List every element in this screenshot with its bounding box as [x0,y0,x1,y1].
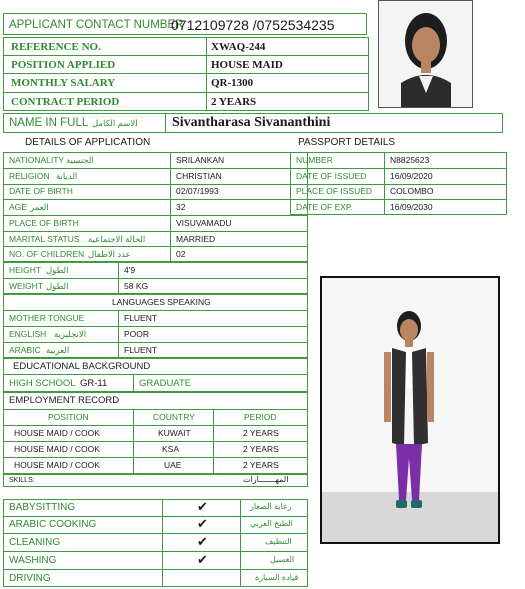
summary-label-reference: REFERENCE NO. [11,41,101,53]
skill-ar-cleaning: التنظيف [265,537,292,546]
employment-position: HOUSE MAID / COOK [14,428,100,438]
detail-value-dob: 02/07/1993 [176,186,219,196]
language-value-arabic: FLUENT [124,345,158,355]
contact-value: 0712109728 /0752534235 [171,17,335,33]
details-heading: DETAILS OF APPLICATION [25,137,151,148]
detail-label-dob: DATE OF BIRTH [9,186,73,196]
physical-value-height: 4'9 [124,265,136,275]
skill-ar-babysitting: رعاية الصغار [250,502,292,511]
detail-value-age: 32 [176,202,186,212]
name-label: NAME IN FULL [9,117,89,129]
skill-ar-washing: الغسيل [270,555,295,564]
summary-label-contract: CONTRACT PERIOD [11,96,120,108]
employment-period: 2 YEARS [243,444,279,454]
name-label-ar: الاسم الكامل [92,118,138,128]
skill-label-washing: WASHING [9,555,57,566]
physical-value-weight: 58 KG [124,281,149,291]
detail-ar-nationality: الجنسية [66,155,94,165]
physical-ar-weight: الطول [46,281,69,291]
skill-check-washing: ✔ [197,552,208,567]
summary-value-position: HOUSE MAID [211,59,283,71]
employment-country: KUWAIT [158,428,191,438]
detail-value-nationality: SRILANKAN [176,155,225,165]
detail-label-religion: RELIGION [9,171,50,181]
skill-check-cleaning: ✔ [197,534,208,549]
passport-label-number: NUMBER [296,155,333,165]
detail-value-religion: CHRISTIAN [176,171,222,181]
skill-label-cleaning: CLEANING [9,537,61,548]
employment-position: HOUSE MAID / COOK [14,444,100,454]
skills-label: SKILLS: [9,477,35,484]
language-value-english: POOR [124,329,150,339]
employment-position: HOUSE MAID / COOK [14,460,100,470]
passport-label-issued: DATE OF ISSUED [296,171,367,181]
language-label-mother: MOTHER TONGUE [9,313,85,323]
passport-value-expiry: 16/09/2030 [390,202,433,212]
detail-label-marital: MARITAL STATUS [9,234,80,244]
detail-ar-marital: الحالة الاجتماعية [88,234,146,244]
summary-label-salary: MONTHLY SALARY [11,77,116,89]
passport-value-number: N8825623 [390,155,430,165]
portrait-photo [378,0,473,108]
passport-value-issued: 16/09/2020 [390,171,433,181]
physical-ar-height: الطول [46,265,69,275]
physical-label-weight: WEIGHT [9,281,43,291]
skill-label-driving: DRIVING [9,573,51,584]
employment-country: UAE [164,460,182,470]
language-ar-arabic: العربية [46,345,70,355]
detail-ar-children: عدد الاطفال [88,249,131,259]
full-name: Sivantharasa Sivananthini [172,115,331,130]
employment-period: 2 YEARS [243,428,279,438]
detail-label-pob: PLACE OF BIRTH [9,218,79,228]
skill-ar-driving: قيادة السيارة [255,573,299,582]
skill-label-babysitting: BABYSITTING [9,502,76,513]
detail-value-children: 02 [176,249,186,259]
education-grade: GR-11 [80,378,108,389]
employment-header-position: POSITION [48,412,89,422]
language-label-arabic: ARABIC [9,345,41,355]
passport-label-place: PLACE OF ISSUED [296,186,373,196]
education-status: GRADUATE [139,378,192,389]
full-body-photo [320,276,500,544]
language-value-mother: FLUENT [124,313,158,323]
detail-ar-age: العمر [30,202,49,212]
passport-heading: PASSPORT DETAILS [298,137,396,148]
employment-heading: EMPLOYMENT RECORD [9,395,120,406]
skill-check-cooking: ✔ [197,516,208,531]
detail-label-nationality: NATIONALITY [9,155,65,165]
language-label-english: ENGLISH [9,329,47,339]
skills-label-ar: المهـــــــارات [243,475,289,484]
employment-period: 2 YEARS [243,460,279,470]
skill-check-babysitting: ✔ [197,499,208,514]
education-level: HIGH SCHOOL [9,378,76,389]
language-ar-english: الانجليزية [54,329,87,339]
summary-value-contract: 2 YEARS [211,96,257,108]
detail-value-pob: VISUVAMADU [176,218,232,228]
physical-label-height: HEIGHT [9,265,42,275]
skill-label-cooking: ARABIC COOKING [9,519,97,530]
detail-label-age: AGE [9,202,27,212]
summary-value-salary: QR-1300 [211,77,254,89]
employment-header-country: COUNTRY [153,412,195,422]
detail-ar-religion: الديانة [56,171,78,181]
education-heading: EDUCATIONAL BACKGROUND [13,361,151,372]
contact-label: APPLICANT CONTACT NUMBER : [9,19,190,31]
summary-value-reference: XWAQ-244 [211,41,266,53]
employment-header-period: PERIOD [244,412,277,422]
employment-country: KSA [162,444,180,454]
languages-heading: LANGUAGES SPEAKING [112,297,211,307]
detail-value-marital: MARRIED [176,234,216,244]
detail-label-children: NO. OF CHILDREN [9,249,85,259]
passport-label-expiry: DATE OF EXP. [296,202,353,212]
passport-value-place: COLOMBO [390,186,434,196]
summary-label-position: POSITION APPLIED [11,59,116,71]
skill-ar-cooking: الطبخ العربي [250,519,293,528]
